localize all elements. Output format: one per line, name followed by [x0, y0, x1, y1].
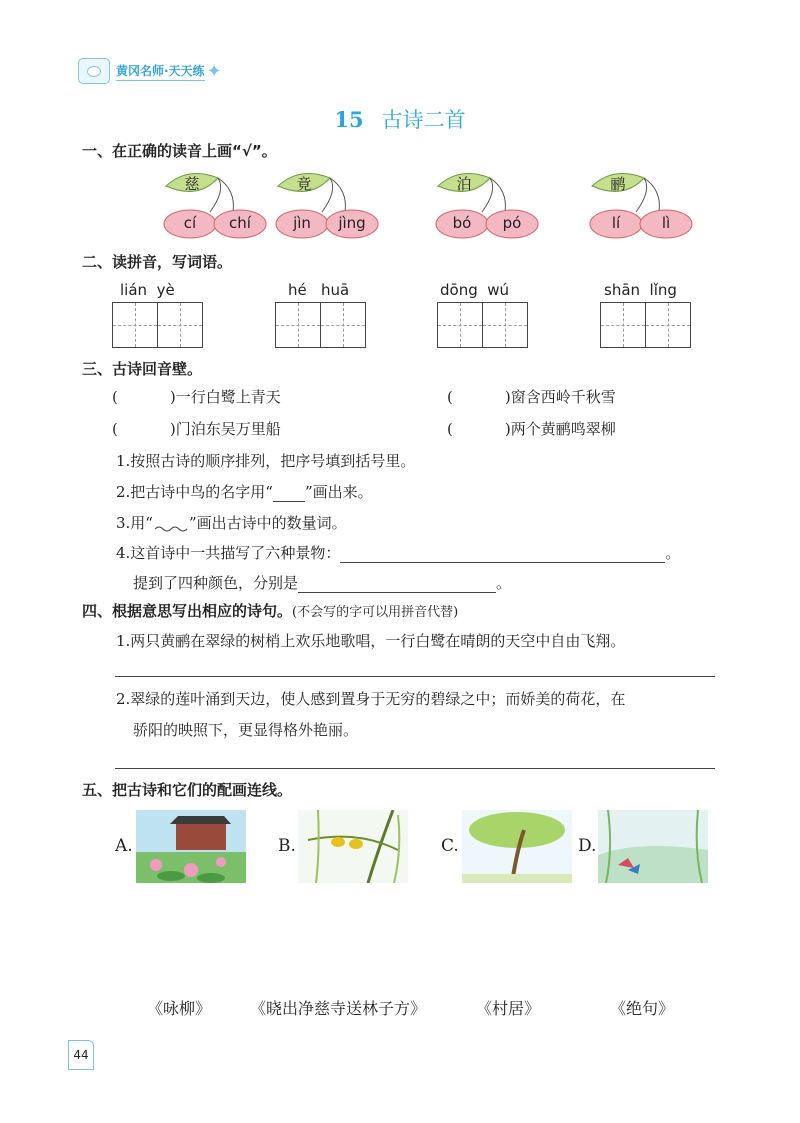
poem-line: 一行白鹭上青天	[175, 388, 281, 406]
pinyin-option[interactable]: lí	[611, 214, 621, 232]
word-pinyin: hé huā	[288, 281, 350, 299]
colors-answer-blank[interactable]	[298, 577, 496, 593]
grid-cell[interactable]	[275, 302, 321, 348]
grid-cell[interactable]	[483, 302, 528, 348]
poem-title[interactable]: 《村居》	[476, 999, 541, 1018]
answer-line-2[interactable]	[115, 768, 715, 769]
bear-logo-icon	[78, 58, 110, 84]
header-brand	[78, 56, 222, 86]
poem-line: 门泊东吴万里船	[175, 420, 281, 438]
lesson-title: 古诗二首	[381, 108, 466, 132]
sec4-question-2-line2: 骄阳的映照下，更显得格外艳丽。	[133, 721, 359, 739]
section-3-heading: 三、古诗回音壁。	[82, 360, 203, 378]
question-3-text: 3.用“	[116, 514, 153, 532]
poem-title[interactable]: 《晓出净慈寺送林子方》	[250, 999, 427, 1018]
answer-line-1[interactable]	[115, 676, 715, 677]
cherry-item	[430, 168, 545, 240]
question-1: 1.按照古诗的顺序排列，把序号填到括号里。	[116, 452, 416, 470]
village-landscape-picture[interactable]	[598, 810, 708, 883]
question-4-text: 4.这首诗中一共描写了六种景物：	[116, 544, 341, 562]
poem-line: 窗含西岭千秋雪	[510, 388, 616, 406]
paren-open: (	[447, 388, 453, 406]
pinyin-option[interactable]: cí	[183, 214, 197, 232]
grid-cell[interactable]	[600, 302, 646, 348]
lotus-pavilion-image	[136, 810, 246, 883]
word-pinyin: dōng wú	[440, 281, 510, 299]
orioles-willow-image	[298, 810, 408, 883]
grid-cell[interactable]	[158, 302, 203, 348]
paren-close: )	[504, 420, 511, 438]
cherry-char: 鹂	[610, 175, 626, 193]
star-icon: ✦	[206, 60, 222, 82]
section-2-heading: 二、读拼音，写词语。	[82, 253, 233, 271]
page-number: 44	[68, 1040, 94, 1070]
poem-line-row	[112, 386, 281, 407]
pinyin-option[interactable]: chí	[229, 214, 251, 232]
lotus-pavilion-picture[interactable]	[136, 810, 246, 883]
period: 。	[496, 574, 512, 592]
sec4-question-2-line1: 2.翠绿的莲叶涌到天边，使人感到置身于无穷的碧绿之中；而娇美的荷花，在	[116, 690, 626, 708]
willow-tree-image	[462, 810, 572, 883]
page-title	[0, 104, 800, 134]
paren-close: )	[504, 388, 511, 406]
writing-grid[interactable]	[437, 302, 528, 348]
pic-label: D.	[578, 836, 597, 856]
pinyin-option[interactable]: pó	[502, 214, 522, 232]
paren-open: (	[112, 388, 118, 406]
question-3	[116, 512, 347, 533]
orioles-willow-picture[interactable]	[298, 810, 408, 883]
poem-title[interactable]: 《绝句》	[610, 999, 675, 1018]
poem-line-row	[112, 418, 281, 439]
paren-close: )	[169, 420, 176, 438]
section-4-note: (不会写的字可以用拼音代替)	[292, 605, 459, 620]
grid-cell[interactable]	[321, 302, 366, 348]
cherry-item	[158, 168, 273, 240]
question-2-text-end: ”画出来。	[304, 483, 373, 501]
grid-cell[interactable]	[112, 302, 158, 348]
pinyin-option[interactable]: lì	[661, 214, 671, 232]
question-3-text-end: ”画出古诗中的数量词。	[188, 514, 347, 532]
paren-open: (	[447, 420, 453, 438]
writing-grid[interactable]	[112, 302, 203, 348]
poem-line-row	[447, 386, 616, 407]
pinyin-option[interactable]: bó	[452, 214, 472, 232]
question-4b	[133, 572, 511, 593]
poem-line: 两个黄鹂鸣翠柳	[510, 420, 616, 438]
cherry-char: 泊	[456, 175, 472, 193]
willow-tree-picture[interactable]	[462, 810, 572, 883]
cherry-char: 竟	[296, 175, 312, 193]
section-4-title: 四、根据意思写出相应的诗句。	[82, 602, 293, 620]
pic-label: A.	[115, 836, 133, 856]
scenery-answer-blank[interactable]	[340, 547, 665, 563]
sec4-question-1: 1.两只黄鹂在翠绿的树梢上欢乐地歌唱，一行白鹭在晴朗的天空中自由飞翔。	[116, 632, 626, 650]
paren-open: (	[112, 420, 118, 438]
poem-line-row	[447, 418, 616, 439]
pinyin-option[interactable]: jìn	[293, 214, 311, 232]
pinyin-option[interactable]: jìng	[338, 214, 366, 232]
cherry-item	[270, 168, 385, 240]
village-landscape-image	[598, 810, 708, 883]
paren-close: )	[169, 388, 176, 406]
lesson-number: 15	[334, 107, 364, 132]
pic-label: C.	[441, 836, 459, 856]
word-pinyin: lián yè	[120, 281, 175, 299]
writing-grid[interactable]	[600, 302, 691, 348]
straight-underline-sample	[273, 486, 305, 502]
question-2	[116, 481, 373, 502]
writing-grid[interactable]	[275, 302, 366, 348]
period: 。	[665, 544, 681, 562]
question-4	[116, 542, 680, 563]
grid-cell[interactable]	[646, 302, 691, 348]
section-1-heading: 一、在正确的读音上画“√”。	[82, 142, 277, 160]
section-5-heading: 五、把古诗和它们的配画连线。	[82, 781, 293, 799]
question-2-text: 2.把古诗中鸟的名字用“	[116, 483, 273, 501]
brand-text: 黄冈名师·天天练	[116, 62, 205, 81]
cherry-char: 慈	[184, 175, 200, 193]
cherry-item	[584, 168, 699, 240]
pic-label: B.	[278, 836, 296, 856]
question-4b-text: 提到了四种颜色，分别是	[133, 574, 299, 592]
section-4-heading	[82, 600, 458, 621]
grid-cell[interactable]	[437, 302, 483, 348]
wavy-underline-icon	[153, 517, 189, 533]
word-pinyin: shān lǐng	[604, 281, 677, 299]
poem-title[interactable]: 《咏柳》	[147, 999, 212, 1018]
